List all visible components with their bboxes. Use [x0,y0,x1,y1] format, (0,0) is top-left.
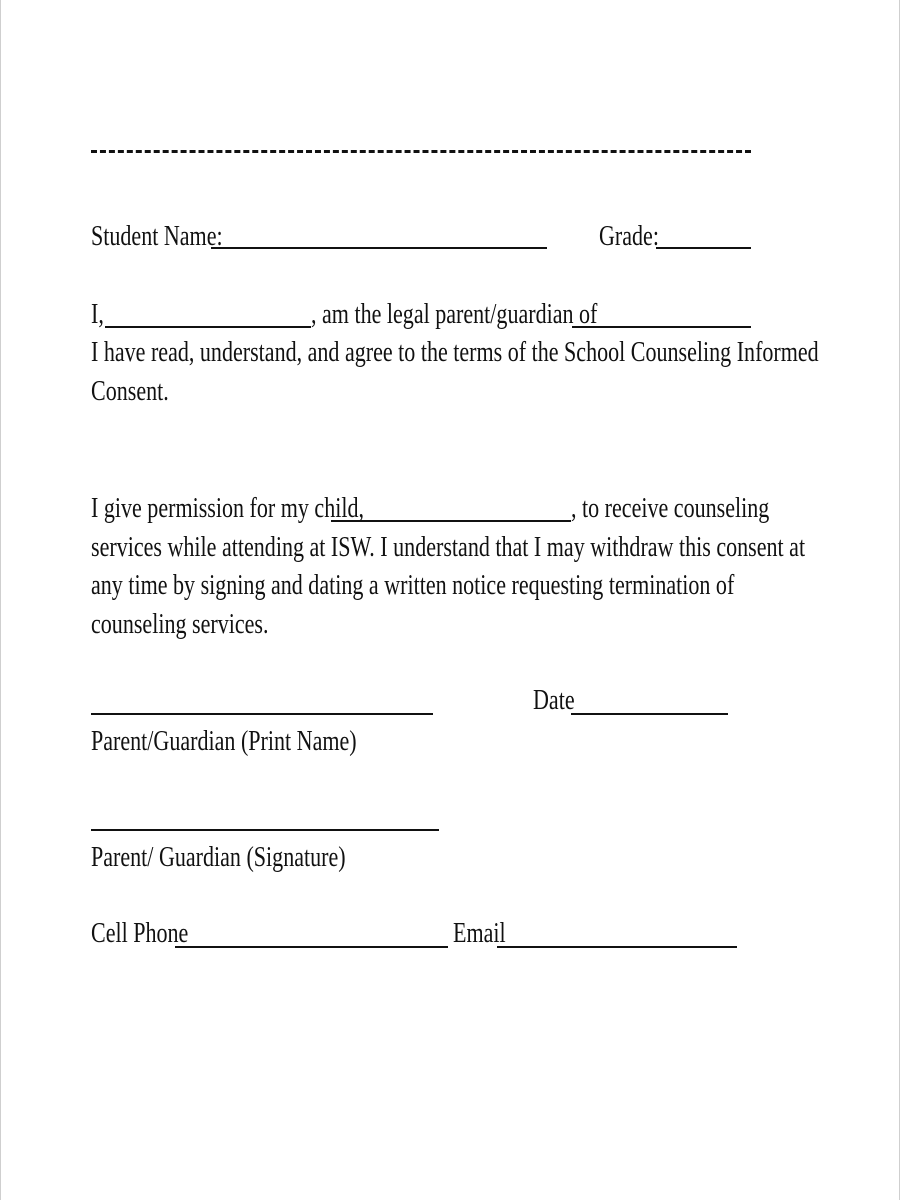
email-label: Email [453,917,506,949]
parent-intro-middle: , am the legal parent/guardian of [311,298,598,330]
cell-phone-label: Cell Phone [91,917,189,949]
date-label: Date [533,684,575,716]
cell-phone-field[interactable] [175,946,448,948]
grade-label: Grade: [599,220,659,252]
permission-child-field[interactable] [331,520,571,522]
permission-line-4: counseling services. [91,608,269,640]
date-field[interactable] [571,713,728,715]
cut-line-divider [91,150,751,153]
grade-field[interactable] [656,247,751,249]
child-name-field[interactable] [572,326,751,328]
signature-label: Parent/ Guardian (Signature) [91,841,346,873]
student-name-label: Student Name: [91,220,223,252]
email-field[interactable] [497,946,737,948]
permission-start: I give permission for my child, [91,492,365,524]
signature-field[interactable] [91,829,439,831]
print-name-field[interactable] [91,713,433,715]
parent-name-field[interactable] [105,326,311,328]
permission-end: , to receive counseling [571,492,770,524]
permission-line-2: services while attending at ISW. I understand that I may withdraw this consent at [91,531,806,563]
print-name-label: Parent/Guardian (Print Name) [91,725,357,757]
parent-intro-start: I, [91,298,104,330]
agree-line-1: I have read, understand, and agree to the terms of the School Counseling Informed [91,336,819,368]
student-name-field[interactable] [211,247,547,249]
permission-line-3: any time by signing and dating a written notice requesting termination of [91,569,735,601]
agree-line-2: Consent. [91,375,169,407]
